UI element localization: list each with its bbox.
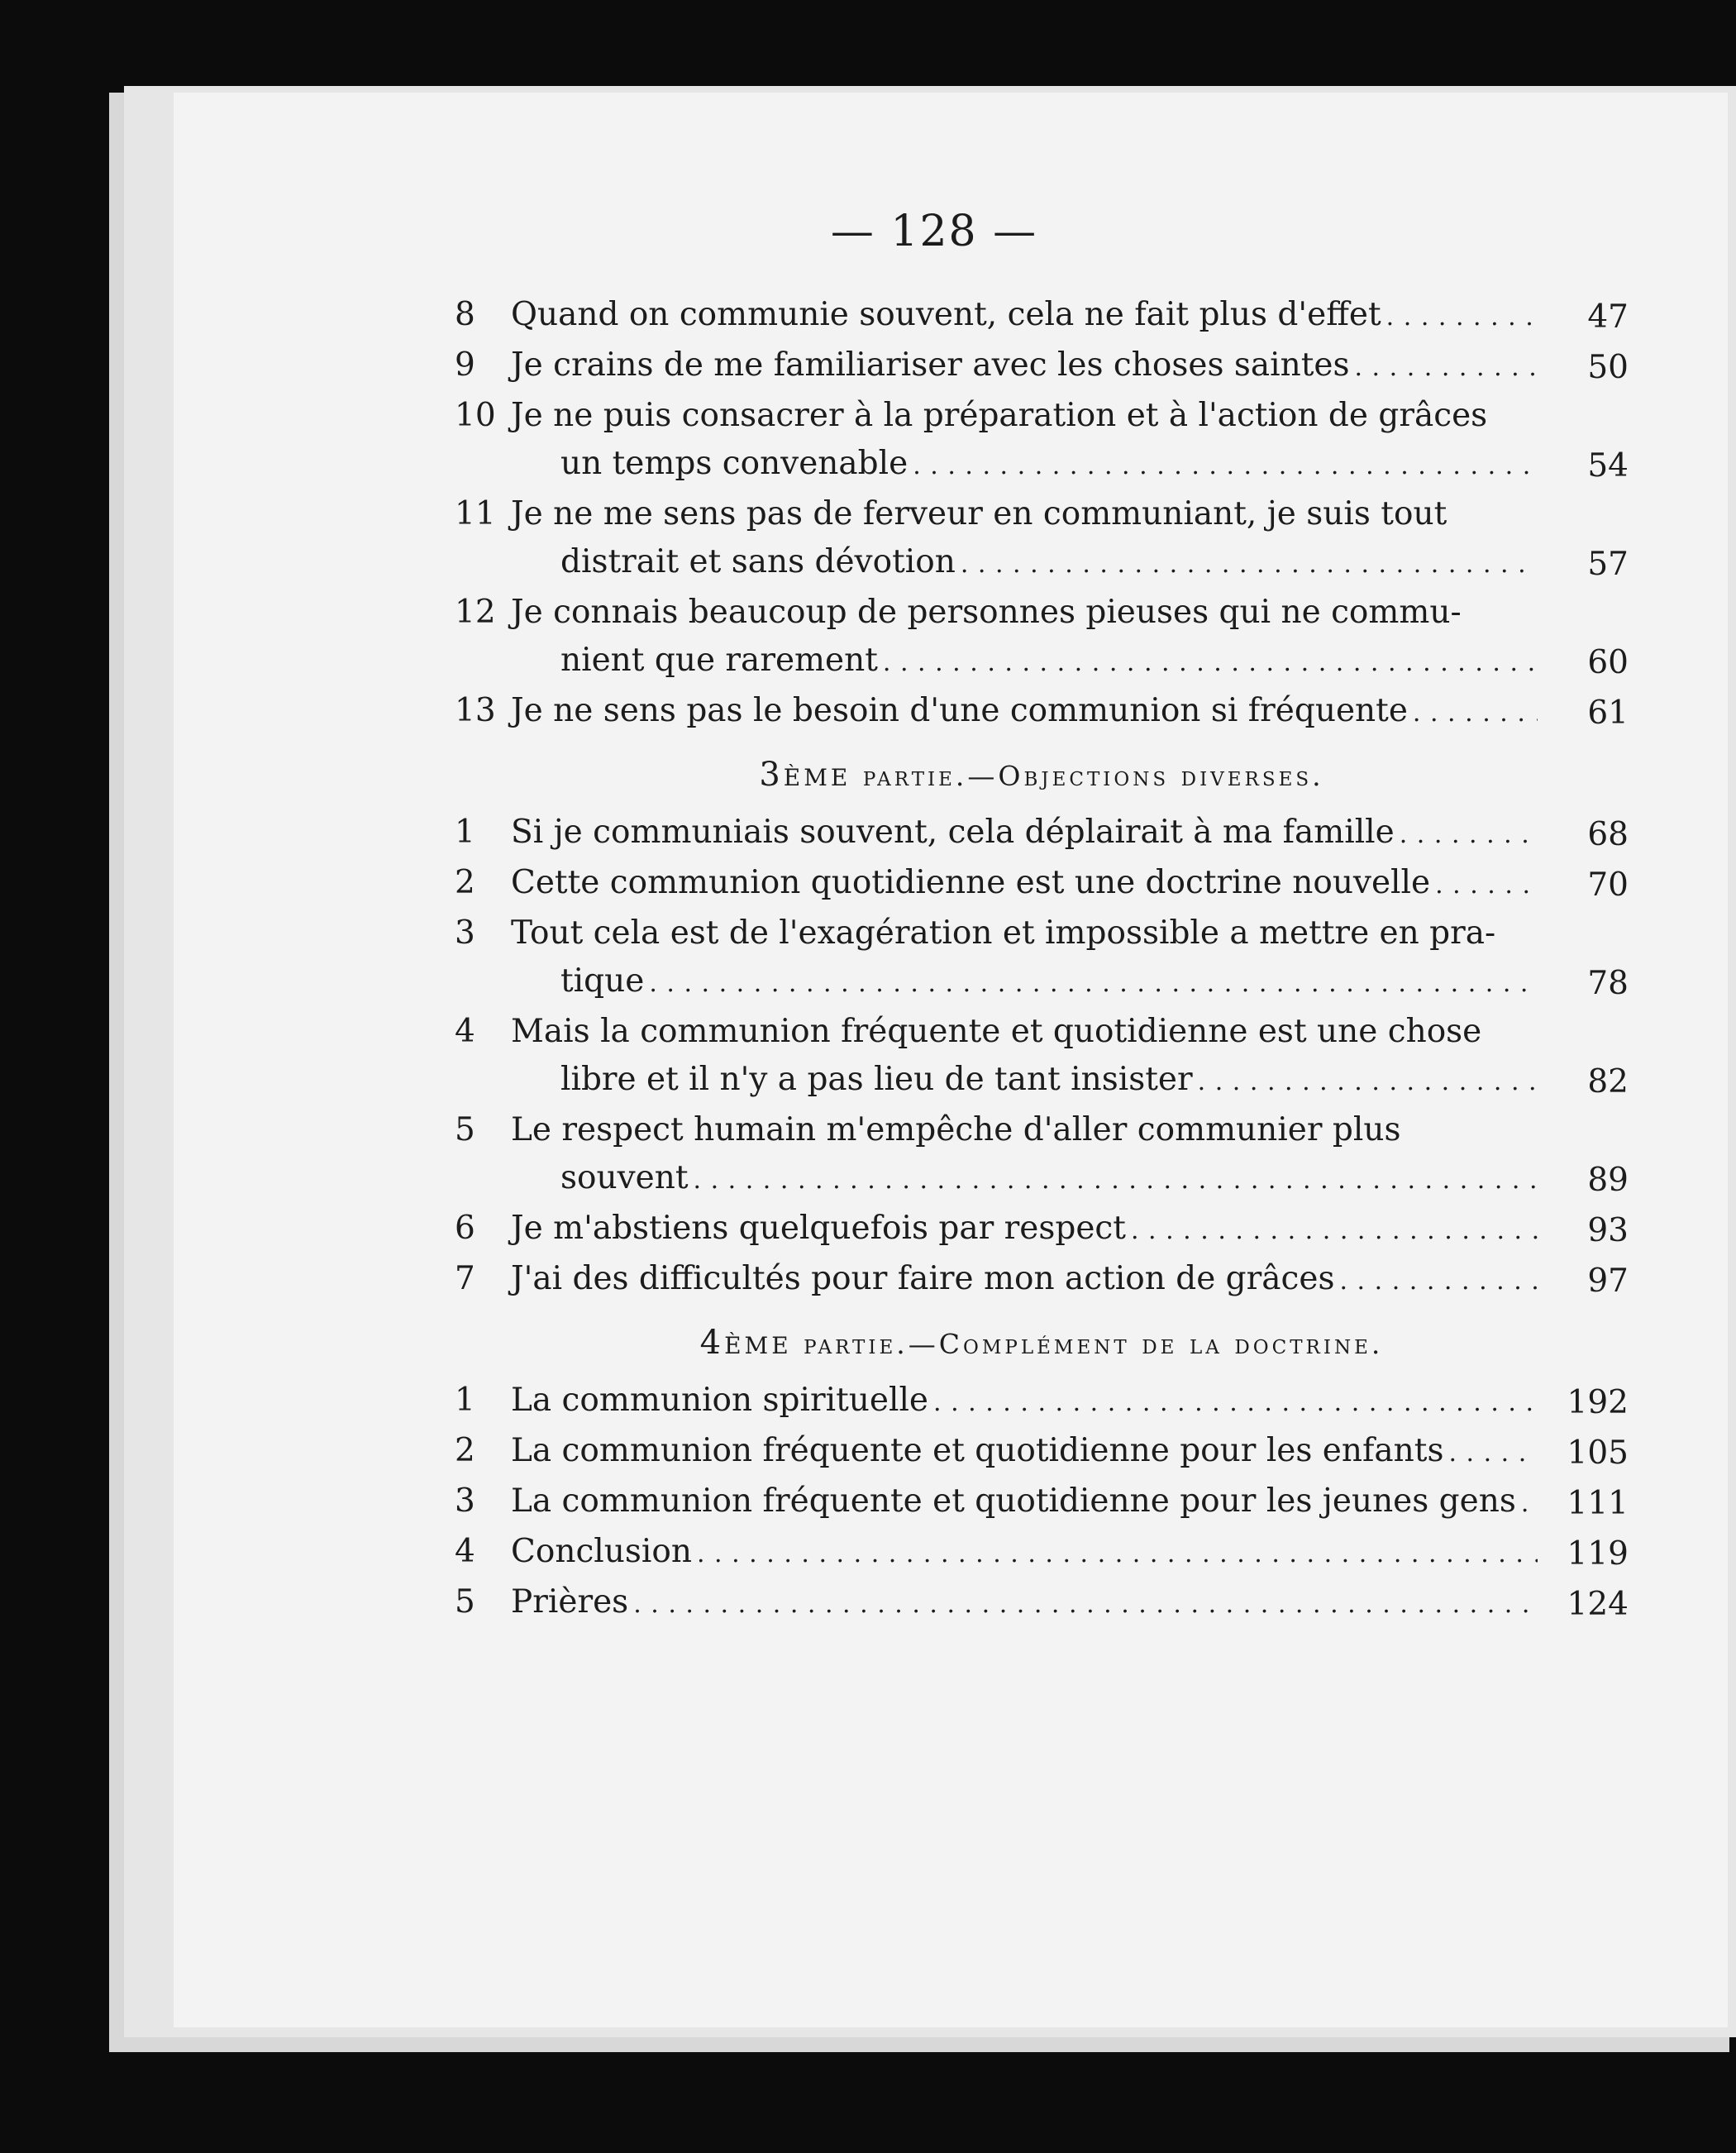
toc-entry [455,687,1629,738]
entry-line [511,687,1538,738]
toc-entry [455,1008,1629,1106]
entry-number: 5 [455,1111,475,1148]
entry-text: Je crains de me familiariser avec les choses saintes [511,346,1350,384]
part3-title [455,756,1629,794]
entry-page: 119 [1567,1535,1629,1573]
entry-text: distrait et sans dévotion [560,543,956,580]
entry-text: Mais la communion fréquente et quotidienne est une chose [511,1013,1482,1050]
entry-number: 4 [455,1013,475,1050]
entry-text: un temps convenable [560,445,909,482]
entry-page: 97 [1587,1263,1629,1300]
entry-line [511,957,1538,1008]
entry-text: Tout cela est de l'exagération et impossible a mettre en pra- [511,914,1496,952]
entry-line [511,490,1538,538]
entry-number: 4 [455,1533,475,1570]
entry-page: 82 [1587,1063,1629,1100]
entry-page: 192 [1567,1384,1629,1421]
entry-line [511,637,1538,687]
entry-page: 105 [1567,1435,1629,1472]
toc-entry [455,909,1629,1008]
dot-leader [1386,294,1538,341]
toc-entry [455,1377,1629,1427]
entry-text: La communion fréquente et quotidienne pour les enfants [511,1432,1444,1469]
entry-body [511,1478,1538,1528]
part4-title [455,1324,1629,1362]
entry-text: souvent [560,1159,689,1196]
entry-line [511,809,1538,859]
entry-body [511,589,1538,687]
toc-entry [455,809,1629,859]
entry-line [511,1154,1538,1205]
dot-leader [1435,862,1538,909]
entry-text: Quand on communie souvent, cela ne fait plus d'effet [511,296,1381,333]
part3-entries [455,809,1629,1306]
entry-line [511,1106,1538,1154]
toc-entry [455,341,1629,392]
entry-body [511,909,1538,1008]
dot-leader [1339,1258,1538,1306]
entry-body [511,291,1538,341]
entry-number: 2 [455,864,475,901]
dot-leader [649,960,1538,1008]
entry-body [511,490,1538,589]
toc-entry [455,490,1629,589]
dot-leader [697,1530,1538,1578]
entry-page: 50 [1587,349,1629,386]
dot-leader [1448,1430,1538,1478]
entry-text: nient que rarement [560,642,878,679]
entry-body [511,392,1538,490]
entry-body [511,1008,1538,1106]
dot-leader [694,1157,1538,1205]
entry-line [511,909,1538,957]
entry-text: Si je communiais souvent, cela déplairait à ma famille [511,814,1395,851]
entry-number: 5 [455,1583,475,1621]
entry-number: 1 [455,1382,475,1419]
entry-line [511,1205,1538,1255]
entry-line [511,1255,1538,1306]
entry-line [511,1377,1538,1427]
toc-entry [455,1205,1629,1255]
entry-page: 89 [1587,1162,1629,1199]
entry-text: Prières [511,1583,629,1621]
dot-leader [883,639,1538,687]
toc-entry [455,859,1629,909]
entry-text: Je ne me sens pas de ferveur en communiant, je suis tout [511,495,1447,532]
entry-line [511,589,1538,637]
part3-subtitle: —Objections diverses. [967,760,1324,792]
dot-leader [1400,811,1538,859]
toc-entry [455,1528,1629,1578]
entry-page: 93 [1587,1212,1629,1249]
entry-number: 7 [455,1260,475,1297]
page-number: — 128 — [830,207,1038,256]
document-page [174,93,1728,2027]
part4-word: partie. [804,1328,909,1360]
entry-text: Je ne puis consacrer à la préparation et à l'action de grâces [511,397,1488,434]
part2-entries [455,291,1629,738]
entry-line [511,1478,1538,1528]
table-of-contents [455,291,1629,1629]
entry-page: 78 [1587,965,1629,1002]
part3-word: partie. [862,760,968,792]
entry-text: J'ai des difficultés pour faire mon action de grâces [511,1260,1335,1297]
part4-entries [455,1377,1629,1629]
entry-line [511,291,1538,341]
toc-entry [455,589,1629,687]
part4-ordinal: 4ème [699,1324,792,1362]
entry-page: 70 [1587,866,1629,904]
dot-leader [1413,690,1538,738]
dot-leader [961,541,1538,589]
entry-line [511,440,1538,490]
entry-line [511,859,1538,909]
toc-entry [455,1578,1629,1629]
entry-page: 60 [1587,644,1629,681]
entry-text: tique [560,962,645,1000]
entry-page: 61 [1587,695,1629,732]
part3-ordinal: 3ème [759,756,851,794]
entry-body [511,1427,1538,1478]
entry-number: 3 [455,914,475,952]
entry-text: Je m'abstiens quelquefois par respect [511,1210,1126,1247]
entry-body [511,687,1538,738]
entry-line [511,392,1538,440]
entry-text: Le respect humain m'empêche d'aller communier plus [511,1111,1401,1148]
entry-line [511,538,1538,589]
entry-number: 13 [455,692,496,729]
entry-text: Je ne sens pas le besoin d'une communion si fréquente [511,692,1408,729]
entry-number: 2 [455,1432,475,1469]
toc-entry [455,1255,1629,1306]
entry-body [511,1205,1538,1255]
entry-number: 12 [455,594,496,631]
entry-page: 54 [1587,447,1629,485]
toc-entry [455,1106,1629,1205]
entry-page: 111 [1567,1485,1629,1522]
entry-page: 68 [1587,816,1629,853]
entry-body [511,809,1538,859]
toc-entry [455,1427,1629,1478]
entry-body [511,859,1538,909]
dot-leader [1521,1480,1538,1528]
part4-subtitle: —Complément de la doctrine. [908,1328,1384,1360]
entry-body [511,1377,1538,1427]
entry-number: 8 [455,296,475,333]
entry-body [511,1106,1538,1205]
entry-body [511,341,1538,392]
dot-leader [633,1581,1538,1629]
entry-text: Je connais beaucoup de personnes pieuses qui ne commu- [511,594,1462,631]
entry-number: 11 [455,495,496,532]
entry-page: 57 [1587,546,1629,583]
toc-entry [455,291,1629,341]
entry-line [511,1528,1538,1578]
entry-text: Conclusion [511,1533,692,1570]
toc-entry [455,1478,1629,1528]
dot-leader [1354,344,1538,392]
entry-line [511,1008,1538,1056]
entry-number: 3 [455,1482,475,1520]
dot-leader [1198,1058,1538,1106]
entry-number: 1 [455,814,475,851]
entry-number: 10 [455,397,496,434]
entry-text: libre et il n'y a pas lieu de tant insister [560,1061,1193,1098]
dot-leader [913,442,1538,490]
entry-body [511,1578,1538,1629]
entry-page: 124 [1567,1586,1629,1623]
entry-body [511,1255,1538,1306]
entry-text: La communion fréquente et quotidienne pour les jeunes gens [511,1482,1516,1520]
entry-line [511,1578,1538,1629]
entry-page: 47 [1587,298,1629,336]
toc-entry [455,392,1629,490]
entry-text: La communion spirituelle [511,1382,929,1419]
dot-leader [1131,1207,1538,1255]
entry-number: 9 [455,346,475,384]
entry-line [511,1056,1538,1106]
entry-text: Cette communion quotidienne est une doctrine nouvelle [511,864,1431,901]
entry-line [511,1427,1538,1478]
entry-line [511,341,1538,392]
entry-body [511,1528,1538,1578]
dot-leader [933,1379,1538,1427]
entry-number: 6 [455,1210,475,1247]
